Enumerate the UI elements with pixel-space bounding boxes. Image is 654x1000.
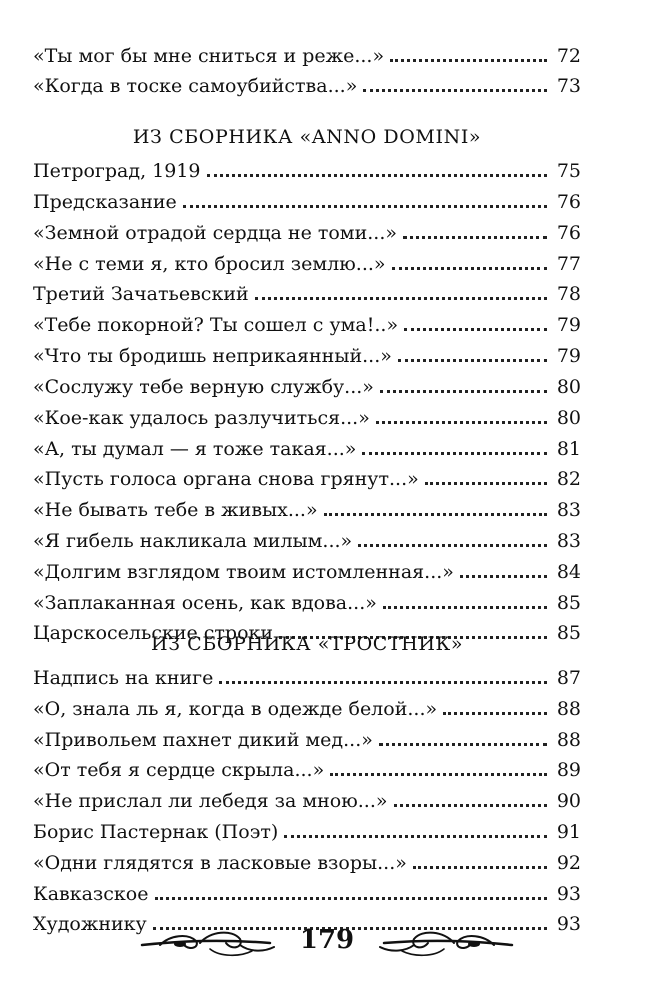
toc-entry-title: «Земной отрадой сердца не томи...»: [33, 222, 397, 244]
toc-entry-title: Третий Зачатьевский: [33, 283, 249, 305]
toc-entry: [33, 722, 581, 752]
dot-leader: [362, 452, 547, 455]
toc-entry: [33, 492, 581, 522]
dot-leader: [443, 712, 547, 715]
toc-entry-title: «А, ты думал — я тоже такая...»: [33, 438, 357, 460]
toc-entry-page: 77: [556, 253, 581, 275]
toc-entry-title: «Долгим взглядом твоим истомленная...»: [33, 561, 454, 583]
dot-leader: [284, 835, 547, 838]
toc-entry-page: 81: [556, 438, 581, 460]
toc-entry: [33, 307, 581, 337]
toc-entry: [33, 338, 581, 368]
toc-entry-title: «Тебе покорной? Ты сошел с ума!..»: [33, 314, 399, 336]
dot-leader: [330, 773, 547, 776]
toc-entry-title: «Одни глядятся в ласковые взоры...»: [33, 852, 407, 874]
toc-entry: [33, 276, 581, 306]
toc-entry-title: «Я гибель накликала милым...»: [33, 530, 353, 552]
section-heading: ИЗ СБОРНИКА «ТРОСТНИК»: [150, 633, 464, 655]
toc-entry-page: 85: [556, 622, 581, 644]
dot-leader: [358, 544, 547, 547]
toc-entry: [33, 660, 581, 690]
toc-entry-page: 92: [556, 852, 581, 874]
toc-entry-page: 72: [556, 45, 581, 67]
toc-entry-page: 76: [556, 191, 581, 213]
toc-entry: [33, 783, 581, 813]
toc-entry-page: 93: [556, 913, 581, 935]
toc-entry-page: 88: [556, 698, 581, 720]
toc-entry-page: 90: [556, 790, 581, 812]
toc-entry: [33, 752, 581, 782]
dot-leader: [403, 236, 547, 239]
toc-entry-page: 79: [556, 345, 581, 367]
dot-leader: [398, 359, 547, 362]
toc-entry: [33, 184, 581, 214]
toc-entry-title: «Когда в тоске самоубийства...»: [33, 75, 358, 97]
toc-entry-page: 89: [556, 759, 581, 781]
dot-leader: [394, 804, 547, 807]
toc-entry-page: 78: [556, 283, 581, 305]
toc-entry: [33, 461, 581, 491]
dot-leader: [460, 575, 547, 578]
toc-entry-title: «От тебя я сердце скрыла...»: [33, 759, 325, 781]
toc-entry: [33, 876, 581, 906]
dot-leader: [376, 421, 547, 424]
toc-entry: [33, 554, 581, 584]
toc-entry: [33, 215, 581, 245]
toc-entry: [33, 691, 581, 721]
page-number: 179: [299, 925, 355, 955]
dot-leader: [404, 328, 547, 331]
toc-entry-page: 80: [556, 407, 581, 429]
toc-entry-page: 88: [556, 729, 581, 751]
toc-entry-page: 83: [556, 530, 581, 552]
toc-entry-title: «Не с теми я, кто бросил землю...»: [33, 253, 386, 275]
toc-entry-title: Царскосельские строки: [33, 622, 274, 644]
toc-entry-title: «Пусть голоса органа снова грянут...»: [33, 468, 419, 490]
toc-entry-page: 80: [556, 376, 581, 398]
toc-entry-title: «Что ты бродишь неприкаянный...»: [33, 345, 392, 367]
toc-entry-page: 79: [556, 314, 581, 336]
toc-entry-title: Надпись на книге: [33, 667, 214, 689]
toc-entry-title: «Кое-как удалось разлучиться...»: [33, 407, 370, 429]
dot-leader: [207, 174, 547, 177]
toc-entry-page: 83: [556, 499, 581, 521]
toc-entry-page: 75: [556, 160, 581, 182]
toc-entry-page: 85: [556, 592, 581, 614]
toc-entry-page: 91: [556, 821, 581, 843]
toc-entry-title: «Привольем пахнет дикий мед...»: [33, 729, 373, 751]
toc-entry: [33, 814, 581, 844]
dot-leader: [219, 681, 547, 684]
dot-leader: [392, 267, 547, 270]
toc-entry: [33, 845, 581, 875]
toc-entry-page: 87: [556, 667, 581, 689]
dot-leader: [155, 897, 548, 900]
toc-entry: [33, 153, 581, 183]
dot-leader: [183, 205, 547, 208]
toc-entry-page: 82: [556, 468, 581, 490]
toc-entry: [33, 431, 581, 461]
dot-leader: [379, 743, 547, 746]
toc-entry: [33, 523, 581, 553]
toc-entry-page: 73: [556, 75, 581, 97]
dot-leader: [255, 297, 547, 300]
toc-entry: [33, 246, 581, 276]
toc-entry: [33, 38, 581, 68]
toc-entry-title: «Ты мог бы мне сниться и реже...»: [33, 45, 385, 67]
toc-entry-title: «Сослужу тебе верную службу...»: [33, 376, 374, 398]
toc-entry: [33, 400, 581, 430]
dot-leader: [383, 606, 547, 609]
dot-leader: [380, 390, 547, 393]
toc-entry-page: 76: [556, 222, 581, 244]
dot-leader: [390, 59, 547, 62]
toc-entry-page: 84: [556, 561, 581, 583]
section-heading: ИЗ СБОРНИКА «ANNO DOMINI»: [132, 126, 482, 148]
toc-entry-title: «О, знала ль я, когда в одежде белой...»: [33, 698, 438, 720]
toc-entry-title: Петроград, 1919: [33, 160, 201, 182]
toc-entry: [33, 68, 581, 98]
dot-leader: [413, 866, 547, 869]
toc-entry-title: Художнику: [33, 913, 147, 935]
toc-entry-title: «Не бывать тебе в живых...»: [33, 499, 318, 521]
toc-entry-title: «Заплаканная осень, как вдова...»: [33, 592, 377, 614]
toc-entry-title: Предсказание: [33, 191, 177, 213]
dot-leader: [324, 513, 547, 516]
toc-entry: [33, 369, 581, 399]
toc-entry-title: Кавказское: [33, 883, 149, 905]
toc-entry-page: 93: [556, 883, 581, 905]
dot-leader: [425, 482, 547, 485]
page-footer: [140, 915, 514, 965]
toc-entry-title: Борис Пастернак (Поэт): [33, 821, 279, 843]
toc-entry-title: «Не прислал ли лебедя за мною...»: [33, 790, 388, 812]
dot-leader: [363, 89, 547, 92]
toc-entry: [33, 585, 581, 615]
